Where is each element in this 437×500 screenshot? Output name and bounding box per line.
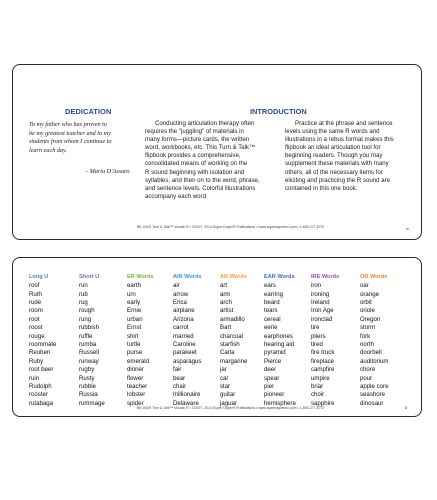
introduction-line xyxy=(145,136,277,144)
word-column-header: OR Words xyxy=(360,274,388,280)
word-item: rubble xyxy=(79,383,96,391)
word-item: Reuben xyxy=(29,349,51,357)
word-column xyxy=(220,273,247,408)
introduction-line xyxy=(145,177,277,185)
word-item: air xyxy=(173,282,180,290)
word-item: Pierce xyxy=(264,357,282,365)
introduction-line-text: flipbook provides a comprehensive, xyxy=(145,152,241,160)
word-item: urban xyxy=(127,315,143,323)
word-item: artist xyxy=(220,307,234,315)
introduction-line xyxy=(145,128,277,136)
word-item: Delaware xyxy=(173,399,199,407)
word-column-header: AIR Words xyxy=(173,274,202,280)
introduction-line xyxy=(285,152,407,160)
word-item: turtle xyxy=(127,341,141,349)
word-item: arrow xyxy=(173,290,189,298)
word-item: tears xyxy=(264,307,278,315)
word-item: art xyxy=(220,282,228,290)
introduction-line-text: supplement these materials with many xyxy=(285,160,389,168)
word-item: Caroline xyxy=(173,341,196,349)
word-item: choir xyxy=(311,391,325,399)
introduction-line-text: levels using the same R words and xyxy=(285,128,380,136)
introduction-line xyxy=(145,193,277,201)
word-item: rug xyxy=(79,299,88,306)
word-item: ruin xyxy=(29,374,40,382)
word-item: spear xyxy=(264,374,280,382)
word-item: car xyxy=(220,374,229,382)
word-item: ruffle xyxy=(79,332,93,340)
word-column xyxy=(127,273,154,408)
page-number: iv xyxy=(406,226,409,231)
introduction-line-text: beginning readers. Though you may xyxy=(285,152,383,160)
word-item: pyramid xyxy=(264,349,286,357)
word-item: flower xyxy=(127,374,144,382)
introduction-card xyxy=(12,64,422,240)
word-item: Rusty xyxy=(79,374,95,382)
footer-text: BK-041R Turn & Talk™ Vocalic R • ©2007, 2014 Super Duper® Publications • www.superduperinc.com • 1-800-277-8737 xyxy=(137,225,325,229)
word-item: run xyxy=(79,282,88,290)
introduction-line xyxy=(285,136,407,144)
word-item: roost xyxy=(29,324,43,332)
word-item: Oregon xyxy=(360,315,381,323)
introduction-line-text: eliciting and practicing the R sound are xyxy=(285,176,391,184)
word-item: earth xyxy=(127,282,141,290)
introduction-line-text: R sound beginning with isolation and xyxy=(145,168,245,176)
introduction-line-text: consolidated means of working on the xyxy=(145,160,248,168)
word-column-header: ER Words xyxy=(127,274,154,280)
word-item: jar xyxy=(220,366,227,374)
word-item: earring xyxy=(264,290,283,298)
word-item: earphones xyxy=(264,332,293,340)
dedication-line: learn each day. xyxy=(29,146,67,154)
introduction-line xyxy=(285,128,407,136)
word-item: early xyxy=(127,299,141,306)
introduction-line-text: and sentence levels. Colorful illustrations xyxy=(145,184,256,192)
word-item: fireplace xyxy=(311,357,335,365)
word-item: storm xyxy=(360,324,376,332)
introduction-line-text: illustrations in a rebus format makes this xyxy=(285,136,394,144)
word-item: millionaire xyxy=(173,391,201,399)
word-item: pier xyxy=(264,383,275,391)
word-item: Arizona xyxy=(173,315,194,323)
word-item: Bart xyxy=(220,324,232,332)
word-item: roof xyxy=(29,282,40,290)
word-item: Ruth xyxy=(29,290,42,298)
word-item: emerald xyxy=(127,357,150,365)
word-item: Ruby xyxy=(29,357,44,365)
word-item: fair xyxy=(173,366,182,374)
introduction-line-text: requires the "juggling" of materials in xyxy=(145,128,244,136)
word-item: campfire xyxy=(311,366,335,374)
introduction-line-text: Conducting articulation therapy often xyxy=(155,120,255,127)
word-item: seashore xyxy=(360,391,386,399)
word-column-header: Long U xyxy=(29,274,49,280)
word-item: doorbell xyxy=(360,349,382,357)
word-item: rough xyxy=(79,307,95,315)
introduction-line xyxy=(145,144,277,152)
word-column xyxy=(311,273,339,408)
dedication-text xyxy=(29,121,147,155)
introduction-line-text: word, workbooks, etc. This Turn & Talk™ xyxy=(145,144,256,152)
word-item: orbit xyxy=(360,299,372,306)
word-item: dinosaur xyxy=(360,399,384,407)
introduction-line xyxy=(285,120,407,128)
word-item: sapphire xyxy=(311,399,335,407)
word-item: rooster xyxy=(29,391,48,399)
word-item: Iron Age xyxy=(311,307,334,315)
word-item: hearing aid xyxy=(264,341,295,349)
word-item: airplane xyxy=(173,307,195,315)
introduction-line-text: flipbook an ideal articulation tool for xyxy=(285,144,381,152)
word-item: deer xyxy=(264,366,277,374)
word-item: parakeet xyxy=(173,349,197,357)
word-item: margarine xyxy=(220,357,248,365)
word-item: urn xyxy=(127,290,136,298)
dedication-title: DEDICATION xyxy=(65,107,112,116)
word-column-header: Short U xyxy=(79,274,100,280)
word-item: rub xyxy=(79,290,88,298)
word-column-header: AR Words xyxy=(220,274,247,280)
introduction-line-text: contained in this one book. xyxy=(285,184,358,192)
introduction-line-text: accompany each word. xyxy=(145,192,208,200)
word-item: Russia xyxy=(79,391,98,399)
word-item: ironing xyxy=(311,290,330,298)
word-item: rubbish xyxy=(79,324,99,332)
word-item: north xyxy=(360,341,374,349)
word-item: cereal xyxy=(264,315,281,323)
word-item: beard xyxy=(264,299,280,306)
word-item: charcoal xyxy=(220,332,244,340)
word-item: arch xyxy=(220,299,232,306)
word-item: umpire xyxy=(311,374,330,382)
word-item: rung xyxy=(79,315,92,323)
introduction-line xyxy=(285,160,407,168)
word-item: hemisphere xyxy=(264,399,296,407)
word-item: rugby xyxy=(79,366,95,374)
word-item: Ernie xyxy=(127,307,142,315)
word-item: Carla xyxy=(220,349,235,357)
word-column xyxy=(79,273,105,408)
word-item: rummage xyxy=(79,399,105,407)
word-item: rude xyxy=(29,299,42,306)
word-column-header: IRE Words xyxy=(311,274,340,280)
introduction-line xyxy=(145,185,277,193)
page-number: 8 xyxy=(405,405,408,410)
introduction-line xyxy=(285,177,407,185)
word-item: spider xyxy=(127,399,144,407)
word-item: jaguar xyxy=(220,399,237,407)
word-item: carrot xyxy=(173,324,189,332)
introduction-line xyxy=(285,185,407,193)
introduction-title: INTRODUCTION xyxy=(250,107,307,116)
word-item: pliers xyxy=(311,332,326,340)
word-item: married xyxy=(173,332,194,340)
word-item: ears xyxy=(264,282,276,290)
word-item: fork xyxy=(360,332,371,340)
introduction-line xyxy=(285,144,407,152)
word-item: Rudolph xyxy=(29,383,52,391)
word-item: star xyxy=(220,383,231,391)
word-item: iron xyxy=(311,282,322,290)
introduction-line-text: others, all of the necessary items for xyxy=(285,168,383,176)
word-item: orange xyxy=(360,290,379,298)
word-item: oar xyxy=(360,282,369,290)
word-item: runway xyxy=(79,357,99,365)
word-column-header: EAR Words xyxy=(264,274,295,280)
introduction-line-text: Practice at the phrase and sentence xyxy=(295,120,393,127)
word-item: ironclad xyxy=(311,315,333,323)
word-item: lobster xyxy=(127,391,146,399)
introduction-line xyxy=(145,120,277,128)
word-item: shirt xyxy=(127,332,139,340)
introduction-line xyxy=(145,169,277,177)
word-item: roommate xyxy=(29,341,57,349)
footer-text: BK-041R Turn & Talk™ Vocalic R • ©2007, 2014 Super Duper® Publications • www.superduperinc.com • 1-800-277-8737 xyxy=(137,406,325,410)
word-item: briar xyxy=(311,383,324,391)
word-item: Erica xyxy=(173,299,187,306)
word-item: Russell xyxy=(79,349,99,357)
introduction-right-column xyxy=(285,120,407,193)
introduction-line-text: syllables, and then on to the word, phrase, xyxy=(145,176,260,184)
word-item: chore xyxy=(360,366,376,374)
word-column xyxy=(360,273,388,408)
word-item: pour xyxy=(360,374,373,382)
word-item: root xyxy=(29,315,40,323)
word-list-card xyxy=(12,257,422,417)
word-item: dinner xyxy=(127,366,144,374)
word-item: arm xyxy=(220,290,231,298)
word-item: rouge xyxy=(29,332,45,340)
word-item: starfish xyxy=(220,341,240,349)
word-item: Ireland xyxy=(311,299,330,306)
word-column xyxy=(264,273,296,408)
word-item: eerie xyxy=(264,324,278,332)
word-item: rutabaga xyxy=(29,399,54,407)
word-item: guitar xyxy=(220,391,236,399)
word-item: pioneer xyxy=(264,391,285,399)
introduction-line xyxy=(145,160,277,168)
word-item: root beer xyxy=(29,366,54,374)
word-item: apple core xyxy=(360,383,389,391)
dedication-line: be my greatest teacher and to my xyxy=(29,129,111,137)
introduction-line-text: many forms—picture cards, the written xyxy=(145,136,250,144)
word-column xyxy=(29,273,56,408)
word-item: asparagus xyxy=(173,357,202,365)
word-item: bear xyxy=(173,374,186,382)
introduction-left-column xyxy=(145,120,277,201)
dedication-signature: – Maria D'Assaro xyxy=(85,168,130,175)
word-item: tired xyxy=(311,341,323,349)
word-item: room xyxy=(29,307,43,315)
word-column xyxy=(173,273,202,408)
word-item: Ernst xyxy=(127,324,142,332)
word-item: teacher xyxy=(127,383,148,391)
dedication-line: students from whom I continue to xyxy=(29,138,112,146)
word-item: oriole xyxy=(360,307,375,315)
word-item: fire truck xyxy=(311,349,335,357)
word-item: tire xyxy=(311,324,320,332)
dedication-line: To my father who has proven to xyxy=(29,121,107,128)
introduction-line xyxy=(285,169,407,177)
word-item: auditorium xyxy=(360,357,389,365)
word-item: chair xyxy=(173,383,187,391)
introduction-line xyxy=(145,152,277,160)
word-item: purse xyxy=(127,349,143,357)
word-item: armadillo xyxy=(220,315,245,323)
word-item: rumba xyxy=(79,341,97,349)
